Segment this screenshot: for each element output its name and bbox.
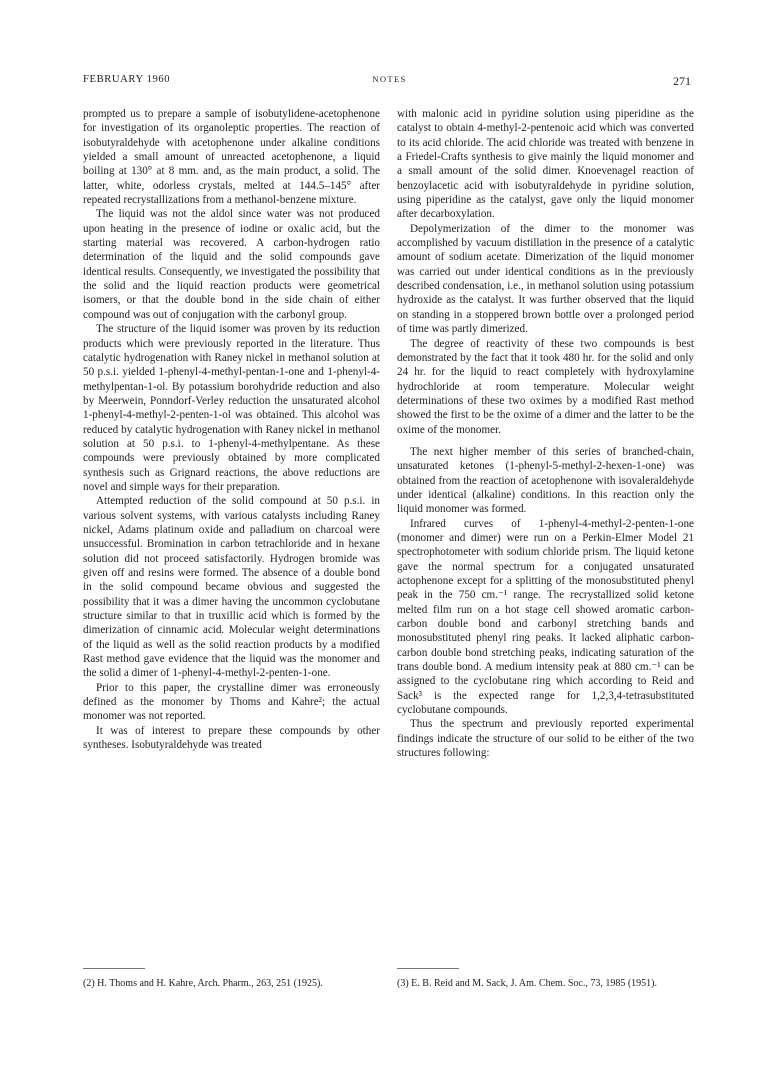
paragraph: The degree of reactivity of these two compounds is best demonstrated by the fact that it took 480 hr. for the solid and only 24 hr. for the liquid to react completely with hydroxylamine hydrochloride at room temperature. Molecular weight determinations of these two oximes by a modified Rast method showed the first to be the oxime of a dimer and the latter to be the oxime of the monomer. [397,337,694,436]
paragraph: prompted us to prepare a sample of isobutylidene-acetophenone for investigation of its organoleptic properties. The reaction of isobutyraldehyde with acetophenone under alkaline conditions yielded a small amount of unreacted acetophenone, a liquid boiling at 130° at 8 mm. and, as the main product, a solid. The latter, white, odorless crystals, melted at 144.5–145° after repeated recrystallizations from a methanol-benzene mixture. [83,108,380,207]
paragraph: The liquid was not the aldol since water was not produced upon heating in the presence of iodine or oxalic acid, but the starting material was recovered. A carbon-hydrogen ratio determination of the liquid and the solid compounds gave identical results. Consequently, we investigated the possibility that the solid and the liquid reaction products were geometrical isomers, or that the double bond in the side chain of either compound was out of conjugation with the carbonyl group. [83,208,380,321]
paragraph: The structure of the liquid isomer was proven by its reduction products which were previously reported in the literature. Thus catalytic hydrogenation with Raney nickel in methanol solution at 50 p.s.i. yielded 1-phenyl-4-methyl-pentan-1-one and 1-phenyl-4-methylpentan-1-ol. By potassium borohydride reduction and also by Meerwein, Ponndorf-Verley reduction the unsaturated alcohol 1-phenyl-4-methyl-2-penten-1-ol was obtained. This alcohol was reduced by catalytic hydrogenation with Raney nickel in methanol solution at 50 p.s.i. to 1-phenyl-4-methylpentane. As these compounds were previously obtained by more complicated synthesis such as Grignard reactions, the above reductions are novel and simple ways for their preparation. [83,323,380,493]
running-header-date: FEBRUARY 1960 [83,74,171,85]
paragraph: Infrared curves of 1-phenyl-4-methyl-2-penten-1-one (monomer and dimer) were run on a Perkin-Elmer Model 21 spectrophotometer with sodium chloride prism. The liquid ketone gave the normal spectrum for a conjugated unsaturated actophenone except for a splitting of the monosubstituted phenyl peak in the 750 cm.⁻¹ range. The recrystallized solid ketone melted film run on a hot stage cell showed aromatic carbon-carbon double bond and carbonyl stretching bands and monosubstituted phenyl ring peaks. It lacked aliphatic carbon-carbon double bond stretching peaks, indicating saturation of the trans double bond. A medium intensity peak at 880 cm.⁻¹ can be assigned to the cyclobutane ring which according to Reid and Sack³ is the expected range for 1,2,3,4-tetrasubstituted cyclobutane compounds. [397,517,694,717]
page-number: 271 [673,74,691,88]
paragraph: Thus the spectrum and previously reported experimental findings indicate the structure of our solid to be either of the two structures following: [397,718,694,760]
paragraph: with malonic acid in pyridine solution using piperidine as the catalyst to obtain 4-methyl-2-pentenoic acid which was converted to its acid chloride. The acid chloride was treated with benzene in a Friedel-Crafts synthesis to give mainly the liquid monomer and a small amount of the solid dimer. Knoevenagel reaction of benzoylacetic acid with isobutyraldehyde in pyridine solution, using piperidine as the catalyst, gave only the liquid monomer after decarboxylation. [397,108,694,221]
right-text-column [397,107,694,760]
paragraph: Prior to this paper, the crystalline dimer was erroneously defined as the monomer by Thoms and Kahre²; the actual monomer was not reported. [83,681,380,723]
footnote-divider [83,968,145,969]
footnote-3: (3) E. B. Reid and M. Sack, J. Am. Chem. Soc., 73, 1985 (1951). [397,978,657,989]
left-text-column [83,107,380,752]
paragraph: Depolymerization of the dimer to the monomer was accomplished by vacuum distillation in the presence of a catalytic amount of sodium acetate. Dimerization of the liquid monomer was carried out under identical conditions as in the previously described condensation, i.e., in methanol solution using potassium hydroxide as the catalyst. It was further observed that the liquid on standing in a stoppered brown bottle over a prolonged period of time was partly dimerized. [397,222,694,336]
footnote-divider [397,968,459,969]
paragraph: It was of interest to prepare these compounds by other syntheses. Isobutyraldehyde was treated [83,724,380,752]
paragraph: The next higher member of this series of branched-chain, unsaturated ketones (1-phenyl-5-methyl-2-hexen-1-one) was obtained from the reaction of acetophenone with isovaleraldehyde under identical (alkaline) conditions. In this reaction only the liquid monomer was formed. [397,445,694,516]
footnote-2: (2) H. Thoms and H. Kahre, Arch. Pharm., 263, 251 (1925). [83,978,323,989]
running-header-section: NOTES [372,74,407,84]
paragraph: Attempted reduction of the solid compound at 50 p.s.i. in various solvent systems, with various catalysts including Raney nickel, Adams platinum oxide and palladium on charcoal were unsuccessful. Bromination in carbon tetrachloride and in hexane solution did not proceed satisfactorily. Hydrogen bromide was given off and resins were formed. The absence of a double bond in the solid compound became obvious and suggested the possibility that it was a dimer having the uncommon cyclobutane structure similar to that in truxillic acid which is formed by the dimerization of cinnamic acid. Molecular weight determinations of the liquid as well as the solid reaction products by a modified Rast method gave evidence that the liquid was the monomer and the solid a dimer of 1-phenyl-4-methyl-2-penten-1-one. [83,495,380,680]
